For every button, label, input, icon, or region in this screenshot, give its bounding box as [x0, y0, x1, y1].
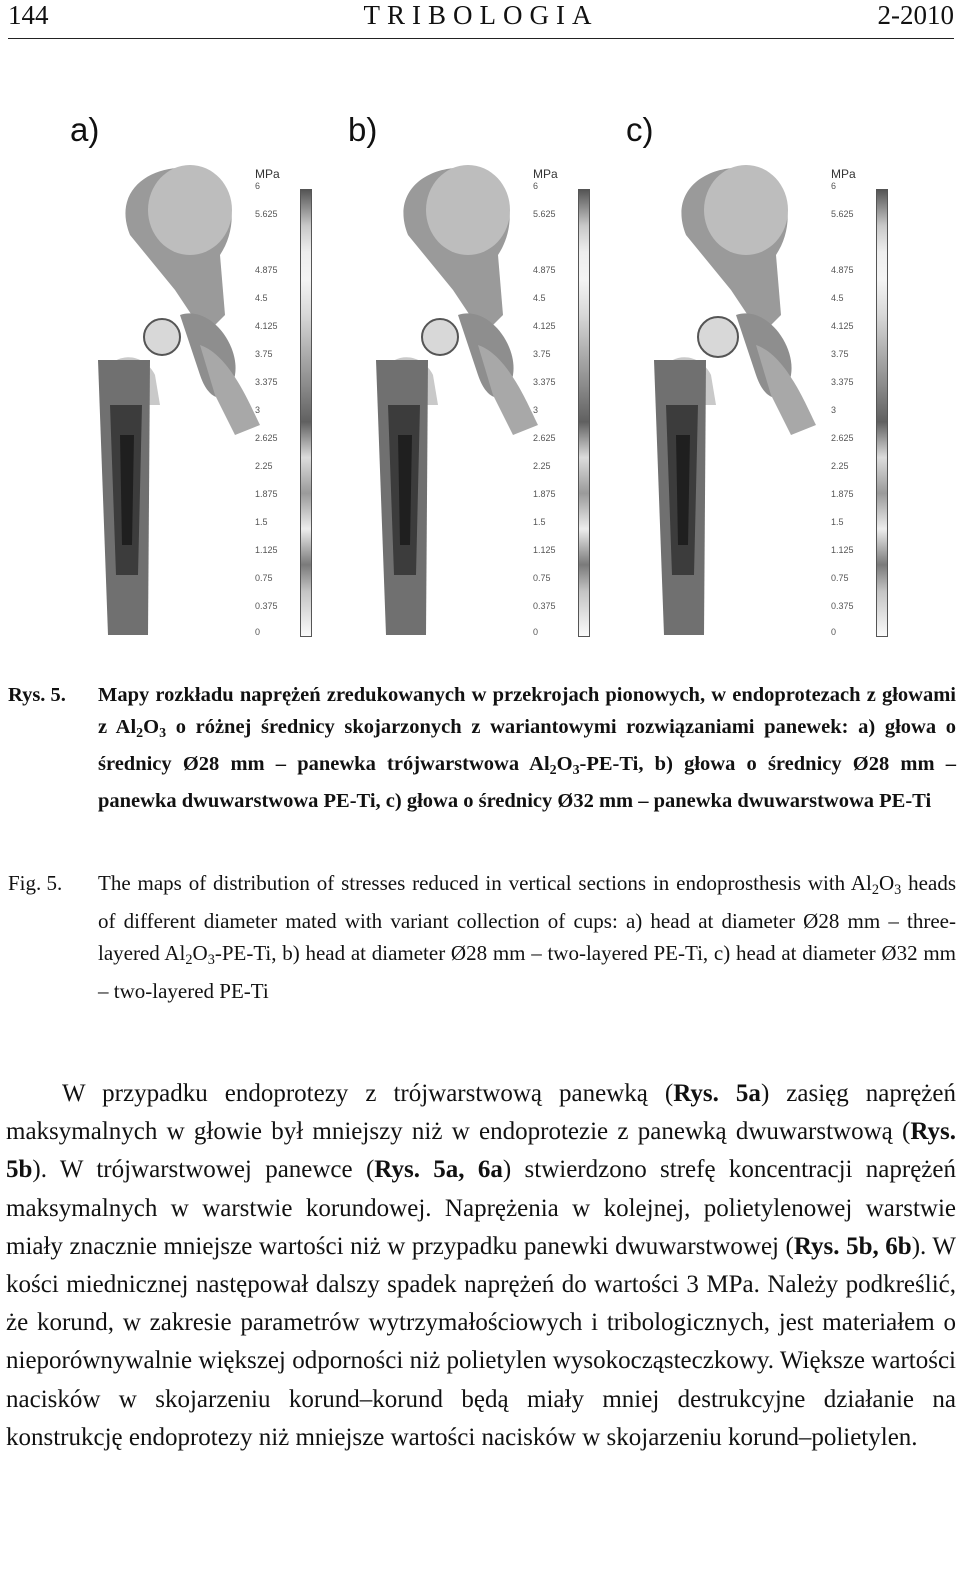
issue-number: 2-2010 [877, 0, 954, 30]
scale-tick: 3.75 [831, 349, 849, 359]
stress-scale-c [831, 167, 911, 645]
scale-tick: 2.625 [831, 433, 854, 443]
scale-tick: 4.125 [533, 321, 556, 331]
body-paragraph [6, 1075, 956, 1457]
scale-tick: 0.75 [255, 573, 273, 583]
scale-tick: 3.375 [533, 377, 556, 387]
scale-tick: 4.125 [831, 321, 854, 331]
scale-tick: 4.5 [255, 293, 268, 303]
scale-tick: 1.875 [533, 489, 556, 499]
scale-tick: 2.625 [533, 433, 556, 443]
scale-tick: 1.5 [255, 517, 268, 527]
scale-tick: 2.25 [831, 461, 849, 471]
caption-label: Rys. 5. [8, 684, 66, 706]
figure-panel-c [606, 105, 891, 650]
scale-tick: 6 [831, 181, 837, 191]
figure-panel-b [328, 105, 613, 650]
figure-reference: Rys. 5a [673, 1080, 761, 1107]
scale-tick: 1.125 [831, 545, 854, 555]
scale-tick: 4.125 [255, 321, 278, 331]
color-scale-bar [876, 189, 888, 637]
scale-tick: 5.625 [831, 209, 854, 219]
scale-tick: 1.875 [831, 489, 854, 499]
caption-label: Fig. 5. [8, 871, 63, 895]
caption-text: Mapy rozkładu naprężeń zredukowanych w przekrojach pionowych, w endoprotezach z głowami z $Al_2O_3$ o różnej średnicy skojarzonych z wariantowymi rozwiązaniami panewek: a) głowa o średnicy Ø28 mm – panewka trójwarstwowa $Al_2O_3-PE-Ti$, b) głowa o średnicy Ø28 mm – panewka dwuwarstwowa PE-Ti, c) głowa o średnicy Ø32 mm – panewka dwuwarstwowa PE-Ti [98, 684, 957, 813]
scale-tick: 0 [831, 627, 837, 637]
scale-tick: 0.75 [831, 573, 849, 583]
scale-tick: 5.625 [255, 209, 278, 219]
stress-map-figure [50, 105, 910, 650]
scale-tick: 2.25 [255, 461, 273, 471]
scale-tick: 4.5 [533, 293, 546, 303]
scale-tick: 6 [255, 181, 261, 191]
scale-tick: 3.75 [255, 349, 273, 359]
panel-label-b: b) [348, 111, 378, 148]
scale-tick: 3.375 [255, 377, 278, 387]
scale-tick: 3 [533, 405, 539, 415]
page-header [8, 0, 954, 39]
panel-label-c: c) [626, 111, 654, 148]
scale-tick: 0.75 [533, 573, 551, 583]
figure-reference: Rys. 5a, 6a [374, 1156, 503, 1184]
scale-tick: 0.375 [533, 601, 556, 611]
panel-label-a: a) [70, 111, 100, 148]
figure-reference: Rys. 5b [6, 1118, 956, 1184]
color-scale-bar [300, 189, 312, 637]
figure-panel-a [50, 105, 335, 650]
scale-tick: 4.875 [533, 265, 556, 275]
scale-tick: 1.875 [255, 489, 278, 499]
journal-title: TRIBOLOGIA [363, 0, 599, 30]
stress-scale-a [255, 167, 335, 645]
page-number: 144 [8, 0, 49, 30]
scale-tick: 0.375 [255, 601, 278, 611]
figure-reference: Rys. 5b, 6b [793, 1232, 912, 1260]
scale-tick: 0 [533, 627, 539, 637]
color-scale-bar [578, 189, 590, 637]
unit-label-a: MPa [255, 167, 280, 181]
unit-label-b: MPa [533, 167, 558, 181]
scale-tick: 3 [255, 405, 261, 415]
caption-text: The maps of distribution of stresses reduced in vertical sections in endoprosthesis with $Al_2O_3$ heads of different diameter mated with variant collection of cups: a) head at diameter Ø28 mm – three-layered $Al_2O_3-PE-Ti$, b) head at diameter Ø28 mm – two-layered PE-Ti, c) head at diameter Ø32 mm – two-layered PE-Ti [98, 871, 956, 1004]
unit-label-c: MPa [831, 167, 856, 181]
scale-tick: 4.5 [831, 293, 844, 303]
scale-tick: 3.375 [831, 377, 854, 387]
scale-tick: 0 [255, 627, 261, 637]
scale-tick: 0.375 [831, 601, 854, 611]
scale-tick: 3.75 [533, 349, 551, 359]
scale-tick: 4.875 [831, 265, 854, 275]
paragraph-text: W przypadku endoprotezy z trójwarstwową panewką (Rys. 5a) zasięg naprężeń maksymalnych w głowie był mniejszy niż w endoprotezie z panewką dwuwarstwową (Rys. 5b). W trójwarstwowej panewce (Rys. 5a, 6a) stwierdzono strefę koncentracji naprężeń maksymalnych w warstwie korundowej. Naprężenia w kolejnej, polietylenowej warstwie miały znacznie mniejsze wartości niż w przypadku panewki dwuwarstwowej (Rys. 5b, 6b). W kości miednicznej następował dalszy spadek naprężeń do wartości 3 MPa. Należy podkreślić, że korund, w zakresie parametrów wytrzymałościowych i tribologicznych, jest materiałem o nieporównywalnie większej odporności niż polietylen wysokocząsteczkowy. Większe wartości nacisków w skojarzeniu korund–korund będą miały mniej destrukcyjne działanie na konstrukcję endoprotezy niż mniejsze wartości nacisków w skojarzeniu korund–polietylen. [6, 1080, 956, 1451]
scale-tick: 1.5 [831, 517, 844, 527]
scale-tick: 6 [533, 181, 539, 191]
scale-tick: 4.875 [255, 265, 278, 275]
scale-tick: 1.125 [255, 545, 278, 555]
scale-tick: 2.625 [255, 433, 278, 443]
scale-tick: 1.125 [533, 545, 556, 555]
scale-tick: 5.625 [533, 209, 556, 219]
scale-tick: 1.5 [533, 517, 546, 527]
stress-scale-b [533, 167, 613, 645]
scale-tick: 3 [831, 405, 837, 415]
scale-tick: 2.25 [533, 461, 551, 471]
